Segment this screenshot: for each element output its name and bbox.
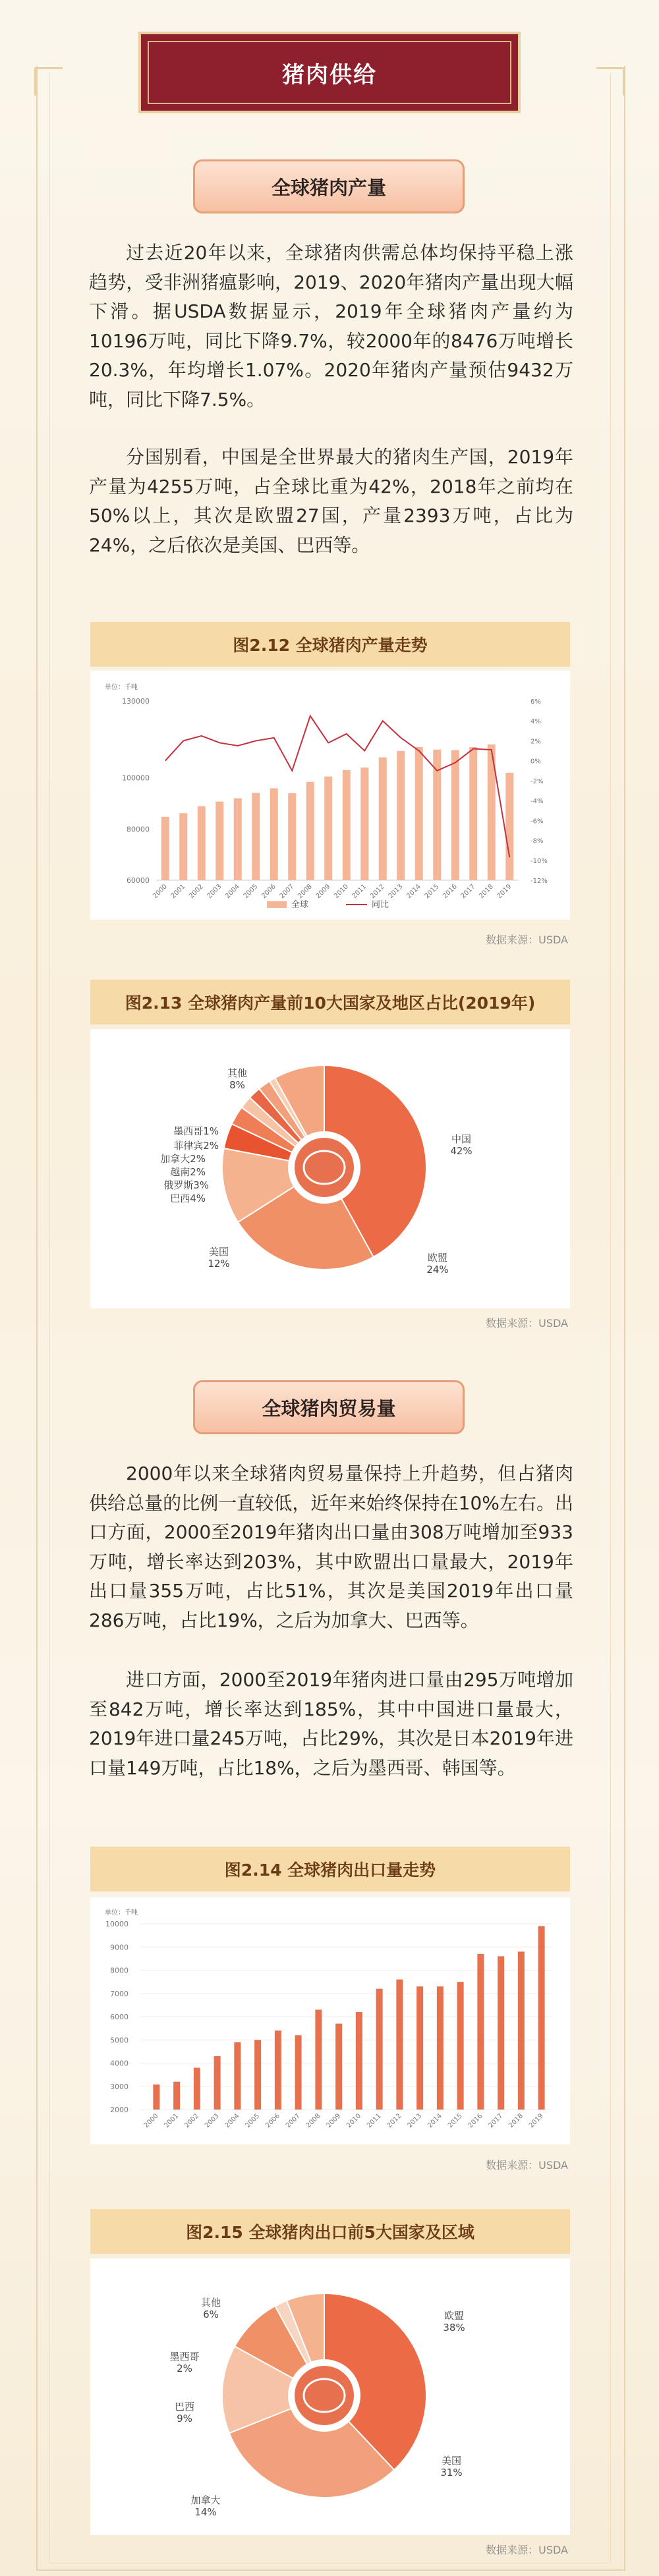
legend-label-total: 全球 [291, 900, 309, 910]
x-tick-label: 2019 [527, 2112, 545, 2130]
y2-tick-label: -6% [530, 818, 544, 826]
bar [415, 747, 423, 880]
bar [457, 1982, 464, 2110]
bar [288, 793, 296, 880]
pie-label: 墨西哥1% [173, 1125, 219, 1137]
y-tick-label: 60000 [127, 876, 150, 885]
y-tick-label: 80000 [127, 825, 150, 834]
bar [396, 1980, 403, 2110]
y-tick-label: 3000 [110, 2082, 129, 2091]
y-tick-label: 10000 [105, 1920, 129, 1928]
x-tick-label: 2002 [183, 2112, 200, 2130]
figure-source-2-12: 数据来源：USDA [486, 934, 568, 946]
x-tick-label: 2003 [206, 883, 223, 901]
unit-label: 单位：千吨 [105, 1909, 138, 1917]
y-tick-label: 100000 [122, 773, 150, 783]
pie-label: 欧盟 [444, 2310, 465, 2322]
x-tick-label: 2014 [405, 883, 422, 901]
figure-caption-2-15: 图2.15 全球猪肉出口前5大国家及区域 [90, 2209, 570, 2254]
x-tick-label: 2009 [325, 2112, 343, 2130]
figure-caption-2-14: 图2.14 全球猪肉出口量走势 [90, 1847, 570, 1891]
pie-label: 加拿大 [190, 2494, 221, 2506]
pie-label: 38% [443, 2322, 465, 2334]
x-tick-label: 2008 [297, 883, 314, 901]
section-title-production: 全球猪肉产量 [193, 159, 465, 213]
bar [173, 2082, 180, 2110]
figure-2-12 [90, 671, 570, 920]
export-chart [90, 1897, 570, 2144]
x-tick-label: 2009 [314, 883, 332, 901]
bar [379, 757, 387, 880]
bar [505, 773, 513, 880]
y-tick-label: 5000 [110, 2036, 129, 2045]
x-tick-label: 2019 [496, 883, 513, 901]
x-tick-label: 2005 [244, 2112, 262, 2130]
y2-tick-label: -4% [530, 798, 544, 806]
bar [477, 1954, 484, 2110]
corner-ornament-left [34, 67, 63, 96]
y-tick-label: 9000 [110, 1943, 129, 1952]
bar [153, 2085, 159, 2110]
x-tick-label: 2001 [169, 883, 187, 901]
x-tick-label: 2005 [242, 883, 260, 901]
y-tick-label: 130000 [122, 697, 150, 706]
x-tick-label: 2015 [446, 2112, 464, 2130]
pie-label: 其他 [200, 2297, 221, 2309]
pie-label: 31% [440, 2467, 463, 2478]
x-tick-label: 2000 [152, 883, 169, 901]
x-tick-label: 2014 [426, 2112, 444, 2130]
pie-label: 其他 [227, 1067, 248, 1079]
bar [306, 782, 314, 880]
figure-caption-2-13: 图2.13 全球猪肉产量前10大国家及地区占比(2019年) [90, 980, 570, 1024]
x-tick-label: 2018 [478, 883, 495, 901]
bar [198, 806, 206, 880]
bar [451, 750, 459, 880]
pie-label: 8% [229, 1079, 245, 1091]
pie-label: 欧盟 [427, 1252, 448, 1264]
bar [324, 777, 332, 880]
pie-label: 9% [177, 2413, 192, 2424]
page-title-text: 猪肉供给 [282, 61, 377, 88]
x-tick-label: 2006 [264, 2112, 281, 2130]
bar [360, 768, 368, 880]
bar [275, 2030, 281, 2110]
pie-label: 美国 [208, 1246, 229, 1258]
x-tick-label: 2015 [423, 883, 441, 901]
bar [518, 1951, 525, 2110]
y2-tick-label: 4% [530, 718, 541, 726]
bar [335, 2024, 342, 2110]
x-tick-label: 2012 [369, 883, 386, 901]
bar [214, 2056, 221, 2110]
x-tick-label: 2007 [284, 2112, 302, 2130]
bar [215, 802, 223, 880]
x-tick-label: 2016 [467, 2112, 484, 2130]
figure-source-2-14: 数据来源：USDA [486, 2159, 568, 2171]
pie-label: 2% [177, 2363, 192, 2374]
pie-label: 中国 [451, 1133, 472, 1145]
bar [315, 2009, 322, 2110]
production-share-pie [90, 1029, 570, 1308]
x-tick-label: 2017 [459, 883, 477, 901]
pie-label: 美国 [441, 2455, 462, 2467]
x-tick-label: 2008 [304, 2112, 322, 2130]
x-tick-label: 2011 [365, 2112, 383, 2130]
paragraph-trade-2: 进口方面，2000至2019年猪肉进口量由295万吨增加至842万吨，增长率达到185%，其中中国进口量最大，2019年进口量245万吨，占比29%，其次是日本2019年进口量149万吨，占比18%，之后为墨西哥、韩国等。 [89, 1669, 573, 1779]
figure-2-14 [90, 1897, 570, 2144]
pie-label: 6% [203, 2309, 219, 2320]
figure-source-2-15: 数据来源：USDA [486, 2544, 568, 2556]
legend-swatch-total [267, 901, 287, 908]
bar [416, 1986, 423, 2110]
bar [254, 2040, 261, 2110]
pie-label: 越南2% [170, 1166, 206, 1178]
y2-tick-label: -10% [530, 857, 548, 865]
paragraph-production-1: 过去近20年以来，全球猪肉供需总体均保持平稳上涨趋势，受非洲猪瘟影响，2019、2020年猪肉产量出现大幅下滑。据USDA数据显示，2019年全球猪肉产量约为10196万吨，同比下降9.7%，较2000年的8476万吨增长20.3%，年均增长1.07%。2020年猪肉产量预估9432万吨，同比下降7.5%。 [89, 242, 573, 410]
bar [179, 813, 187, 880]
x-tick-label: 2007 [278, 883, 296, 901]
y2-tick-label: 6% [530, 698, 541, 706]
bar [397, 751, 405, 880]
y2-tick-label: 0% [530, 758, 541, 766]
pie-label: 加拿大2% [160, 1153, 206, 1165]
bar [194, 2068, 200, 2110]
paragraph-production-2: 分国别看，中国是全世界最大的猪肉生产国，2019年产量为4255万吨，占全球比重为42%，2018年之前均在50%以上，其次是欧盟27国，产量2393万吨，占比为24%，之后依次是美国、巴西等。 [89, 446, 573, 556]
y2-tick-label: -2% [530, 777, 544, 785]
x-tick-label: 2017 [487, 2112, 505, 2130]
y2-tick-label: -12% [530, 878, 548, 885]
y-tick-label: 4000 [110, 2059, 129, 2068]
x-tick-label: 2006 [260, 883, 277, 901]
bar [376, 1989, 383, 2110]
y-tick-label: 7000 [110, 1989, 129, 1998]
x-tick-label: 2016 [442, 883, 459, 901]
bar [498, 1956, 504, 2110]
x-tick-label: 2010 [333, 883, 350, 901]
page-title [138, 32, 521, 113]
pie-label: 42% [450, 1145, 473, 1157]
section-title-trade: 全球猪肉贸易量 [193, 1380, 465, 1434]
y-tick-label: 2000 [110, 2106, 129, 2114]
pie-label: 24% [426, 1264, 449, 1275]
export-share-pie [90, 2258, 570, 2535]
pie-label: 俄罗斯3% [163, 1179, 209, 1191]
y2-tick-label: 2% [530, 738, 541, 746]
bar [161, 817, 169, 880]
pie-label: 墨西哥 [169, 2351, 200, 2363]
x-tick-label: 2011 [351, 883, 368, 901]
pie-label: 巴西 [174, 2401, 195, 2413]
bar [437, 1986, 444, 2110]
x-tick-label: 2010 [345, 2112, 362, 2130]
x-tick-label: 2000 [142, 2112, 160, 2130]
figure-2-13 [90, 1029, 570, 1308]
x-tick-label: 2002 [188, 883, 205, 901]
x-tick-label: 2001 [163, 2112, 181, 2130]
y-tick-label: 8000 [110, 1966, 129, 1975]
bar [295, 2035, 302, 2110]
y2-tick-label: -8% [530, 837, 544, 845]
bar [234, 798, 242, 880]
x-tick-label: 2013 [406, 2112, 424, 2130]
paragraph-trade-1: 2000年以来全球猪肉贸易量保持上升趋势，但占猪肉供给总量的比例一直较低，近年来始终保持在10%左右。出口方面，2000至2019年猪肉出口量由308万吨增加至933万吨，增长率达到203%，其中欧盟出口量最大，2019年出口量355万吨，占比51%，其次是美国2019年出口量286万吨，占比19%，之后为加拿大、巴西等。 [89, 1463, 573, 1631]
x-tick-label: 2004 [224, 883, 241, 901]
pie-label: 巴西4% [170, 1192, 206, 1204]
pie-label: 12% [208, 1258, 230, 1270]
y-tick-label: 6000 [110, 2013, 129, 2021]
bar [538, 1926, 545, 2110]
x-tick-label: 2004 [223, 2112, 241, 2130]
bar [469, 747, 477, 880]
x-tick-label: 2013 [387, 883, 405, 901]
legend-label-yoy: 同比 [372, 900, 389, 910]
corner-ornament-right [596, 67, 625, 96]
x-tick-label: 2012 [386, 2112, 403, 2130]
figure-2-15 [90, 2258, 570, 2535]
bar [270, 789, 278, 880]
production-chart [90, 671, 570, 920]
x-tick-label: 2003 [203, 2112, 221, 2130]
bar [356, 2012, 362, 2110]
figure-source-2-13: 数据来源：USDA [486, 1317, 568, 1330]
figure-caption-2-12: 图2.12 全球猪肉产量走势 [90, 622, 570, 667]
bar [234, 2042, 241, 2110]
pie-label: 菲律宾2% [173, 1140, 219, 1152]
pie-label: 14% [194, 2506, 217, 2518]
bar [252, 793, 260, 880]
bar [343, 770, 351, 880]
x-tick-label: 2018 [507, 2112, 525, 2130]
unit-label: 单位：千吨 [105, 684, 138, 691]
